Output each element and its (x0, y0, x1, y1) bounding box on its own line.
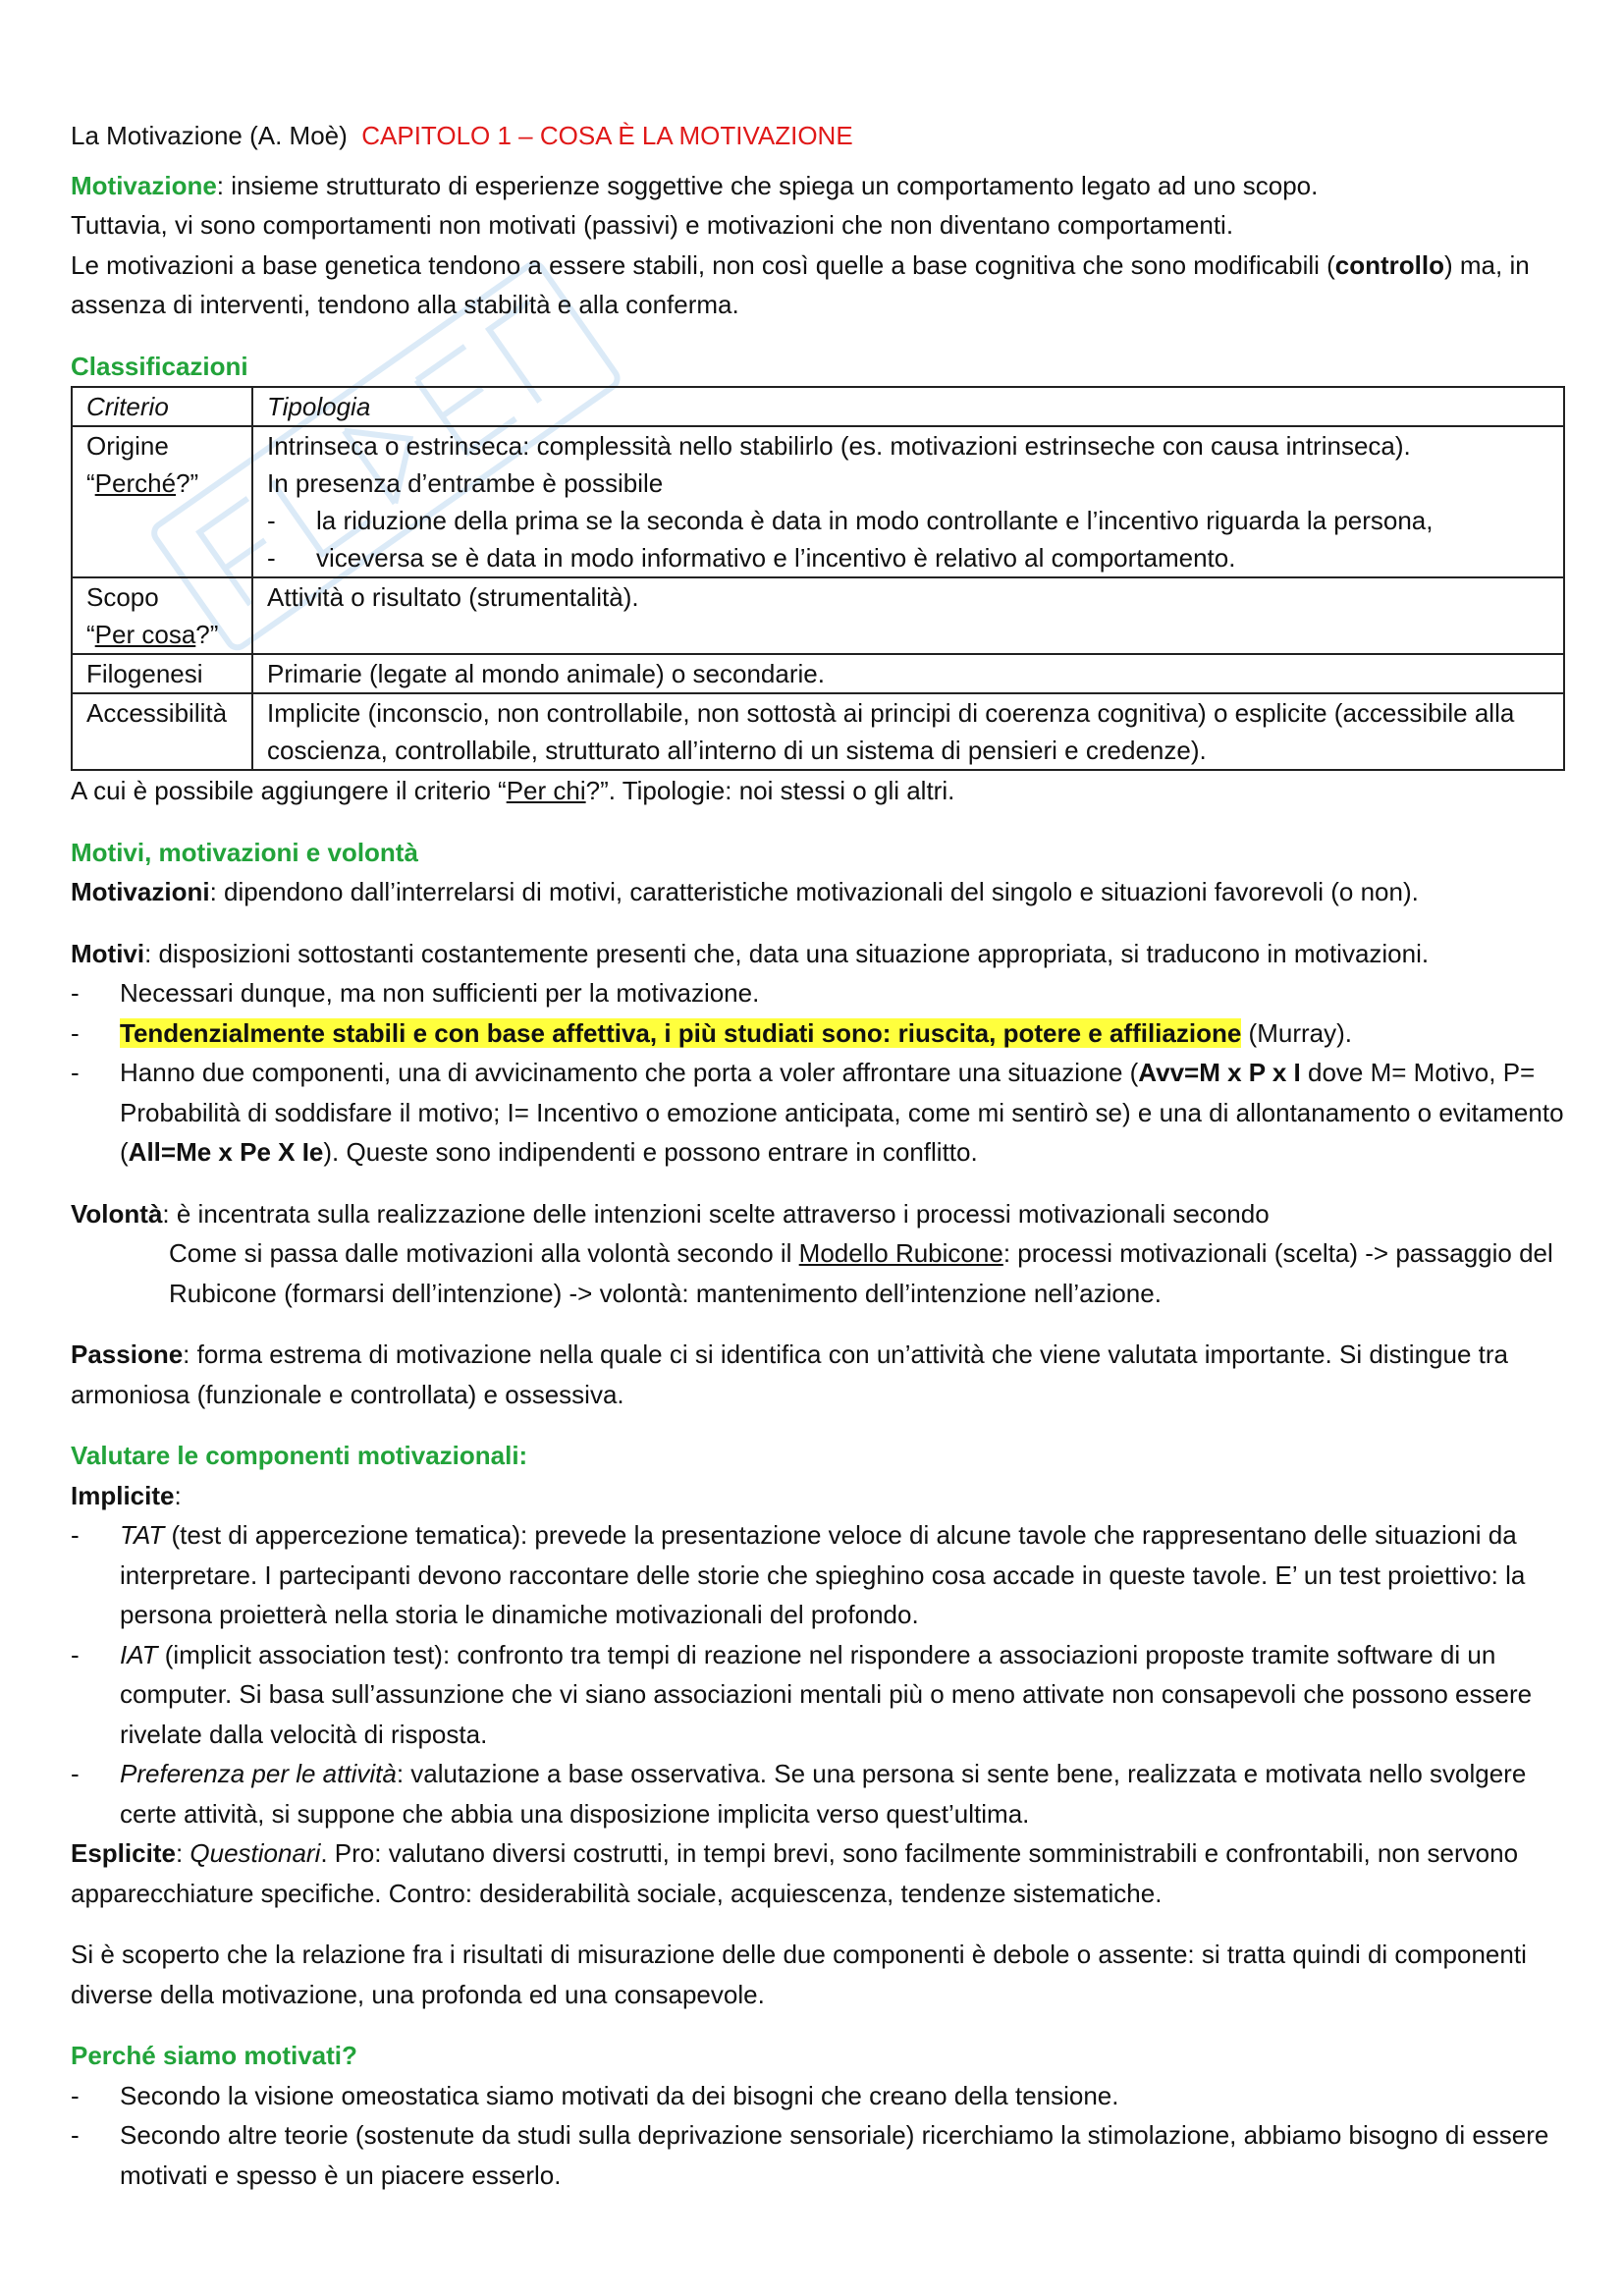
document-title: La Motivazione (A. Moè) (71, 121, 348, 150)
esplicite-paragraph: Esplicite: Questionari. Pro: valutano diversi costrutti, in tempi brevi, sono facilmente somministrabili e confrontabili, non servono apparecchiature specifiche. Contro: desiderabilità sociale, acquiescenza, tendenze sistematiche. (71, 1838, 1519, 1908)
passione-paragraph: Passione: forma estrema di motivazione nella quale ci si identifica con un’attività che viene valutata importante. Si distingue tra armoniosa (funzionale e controllata) e ossessiva. (71, 1339, 1508, 1409)
chapter-title: CAPITOLO 1 – COSA È LA MOTIVAZIONE (361, 121, 853, 150)
implicite-list (71, 1515, 1567, 1833)
motivazione-term: Motivazione (71, 170, 217, 200)
table-row (72, 654, 1564, 693)
motivi-paragraph: Motivi: disposizioni sottostanti costantemente presenti che, data una situazione appropriata, si traducono in motivazioni. (71, 938, 1430, 968)
classificazioni-note: A cui è possibile aggiungere il criterio “Per chi?”. Tipologie: noi stessi o gli altri. (71, 776, 955, 805)
col-header-criterio: Criterio (72, 387, 252, 426)
motivi-heading: Motivi, motivazioni e volontà (71, 837, 418, 867)
origine-list (267, 502, 1549, 576)
list-item: - Secondo altre teorie (sostenute da studi sulla deprivazione sensoriale) ricerchiamo la stimolazione, abbiamo bisogno di essere motivati e spesso è un piacere esserlo. (71, 2115, 1567, 2195)
row-criterio-filogenesi: Filogenesi (72, 654, 252, 693)
valutare-heading: Valutare le componenti motivazionali: (71, 1441, 528, 1470)
list-item: - Secondo la visione omeostatica siamo motivati da dei bisogni che creano della tensione. (71, 2076, 1567, 2116)
row-tipologia-filogenesi: Primarie (legate al mondo animale) o secondarie. (252, 654, 1564, 693)
table-row (72, 577, 1564, 654)
volonta-indented: Come si passa dalle motivazioni alla volontà secondo il Modello Rubicone: processi motivazionali (scelta) -> passaggio del Rubicone (formarsi dell’intenzione) -> volontà: mantenimento dell’intenzione nell’azione. (169, 1238, 1553, 1308)
list-item: - Necessari dunque, ma non sufficienti per la motivazione. (71, 973, 1567, 1013)
table-row (72, 426, 1564, 577)
intro-paragraph: Motivazione: insieme strutturato di esperienze soggettive che spiega un comportamento legato ad uno scopo. Tuttavia, vi sono comportamenti non motivati (passivi) e motivazioni che non diventano comportamenti. Le motivazioni a base genetica tendono a essere stabili, non così quelle a base cognitiva che sono modificabili (controllo) ma, in assenza di interventi, tendono alla stabilità e alla conferma. (71, 170, 1530, 319)
document-header (71, 116, 1567, 156)
relazione-paragraph: Si è scoperto che la relazione fra i risultati di misurazione delle due componenti è debole o assente: si tratta quindi di componenti diverse della motivazione, una profonda ed una consapevole. (71, 1940, 1527, 2009)
perche-list (71, 2076, 1567, 2196)
row-tipologia-origine: Intrinseca o estrinseca: complessità nello stabilirlo (es. motivazioni estrinseche con causa intrinseca). In presenza d’entrambe è possibile - la riduzione della prima se la seconda è data in modo controllante e l’incentivo riguarda la persona, - viceversa se è data in modo informativo e l’incentivo è relativo al comportamento. (252, 426, 1564, 577)
row-criterio-origine: Origine “Perché?” (72, 426, 252, 577)
table-row (72, 693, 1564, 770)
classificazioni-heading: Classificazioni (71, 351, 248, 381)
motivazioni-paragraph: Motivazioni: dipendono dall’interrelarsi di motivi, caratteristiche motivazionali del singolo e situazioni favorevoli (o non). (71, 877, 1419, 906)
table-header-row (72, 387, 1564, 426)
list-item: - Hanno due componenti, una di avvicinamento che porta a voler affrontare una situazione (Avv=M x P x I dove M= Motivo, P= Probabilità di soddisfare il motivo; I= Incentivo o emozione anticipata, come mi sentirò se) e una di allontanamento o evitamento (All=Me x Pe X Ie). Queste sono indipendenti e possono entrare in conflitto. (71, 1053, 1567, 1173)
row-tipologia-scopo: Attività o risultato (strumentalità). (252, 577, 1564, 654)
row-criterio-scopo: Scopo “Per cosa?” (72, 577, 252, 654)
volonta-paragraph: Volontà: è incentrata sulla realizzazione delle intenzioni scelte attraverso i processi motivazionali secondo Come si passa dalle motivazioni alla volontà secondo il Modello Rubicone: processi motivazionali (scelta) -> passaggio del Rubicone (formarsi dell’intenzione) -> volontà: mantenimento dell’intenzione nell’azione. (71, 1194, 1567, 1314)
list-item: - IAT (implicit association test): confronto tra tempi di reazione nel rispondere a associazioni proposte tramite software di un computer. Si basa sull’assunzione che vi siano associazioni mentali più o meno attivate non consapevoli che possono essere rivelate dalla velocità di risposta. (71, 1635, 1567, 1755)
document-page (71, 116, 1567, 2195)
list-item: - TAT (test di appercezione tematica): prevede la presentazione veloce di alcune tavole che rappresentano delle situazioni da interpretare. I partecipanti devono raccontare delle storie che spieghino cosa accade in queste tavole. E’ un test proiettivo: la persona proietterà nella storia le dinamiche motivazionali del profondo. (71, 1515, 1567, 1635)
list-item: - Tendenzialmente stabili e con base affettiva, i più studiati sono: riuscita, potere e affiliazione (Murray). (71, 1013, 1567, 1054)
motivi-list (71, 973, 1567, 1173)
list-item: - la riduzione della prima se la seconda è data in modo controllante e l’incentivo riguarda la persona, (267, 502, 1549, 539)
implicite-label: Implicite: (71, 1480, 182, 1510)
row-tipologia-accessibilita: Implicite (inconscio, non controllabile, non sottostà ai principi di coerenza cognitiva) o esplicite (accessibile alla coscienza, controllabile, strutturato all’interno di un sistema di pensieri e credenze). (252, 693, 1564, 770)
col-header-tipologia: Tipologia (252, 387, 1564, 426)
row-criterio-accessibilita: Accessibilità (72, 693, 252, 770)
classificazioni-table (71, 386, 1565, 771)
list-item: - viceversa se è data in modo informativo e l’incentivo è relativo al comportamento. (267, 539, 1549, 576)
highlighted-text: Tendenzialmente stabili e con base affettiva, i più studiati sono: riuscita, potere e affiliazione (120, 1017, 1242, 1048)
list-item: - Preferenza per le attività: valutazione a base osservativa. Se una persona si sente bene, realizzata e motivata nello svolgere certe attività, si suppone che abbia una disposizione implicita verso quest’ultima. (71, 1754, 1567, 1833)
perche-heading: Perché siamo motivati? (71, 2041, 357, 2070)
